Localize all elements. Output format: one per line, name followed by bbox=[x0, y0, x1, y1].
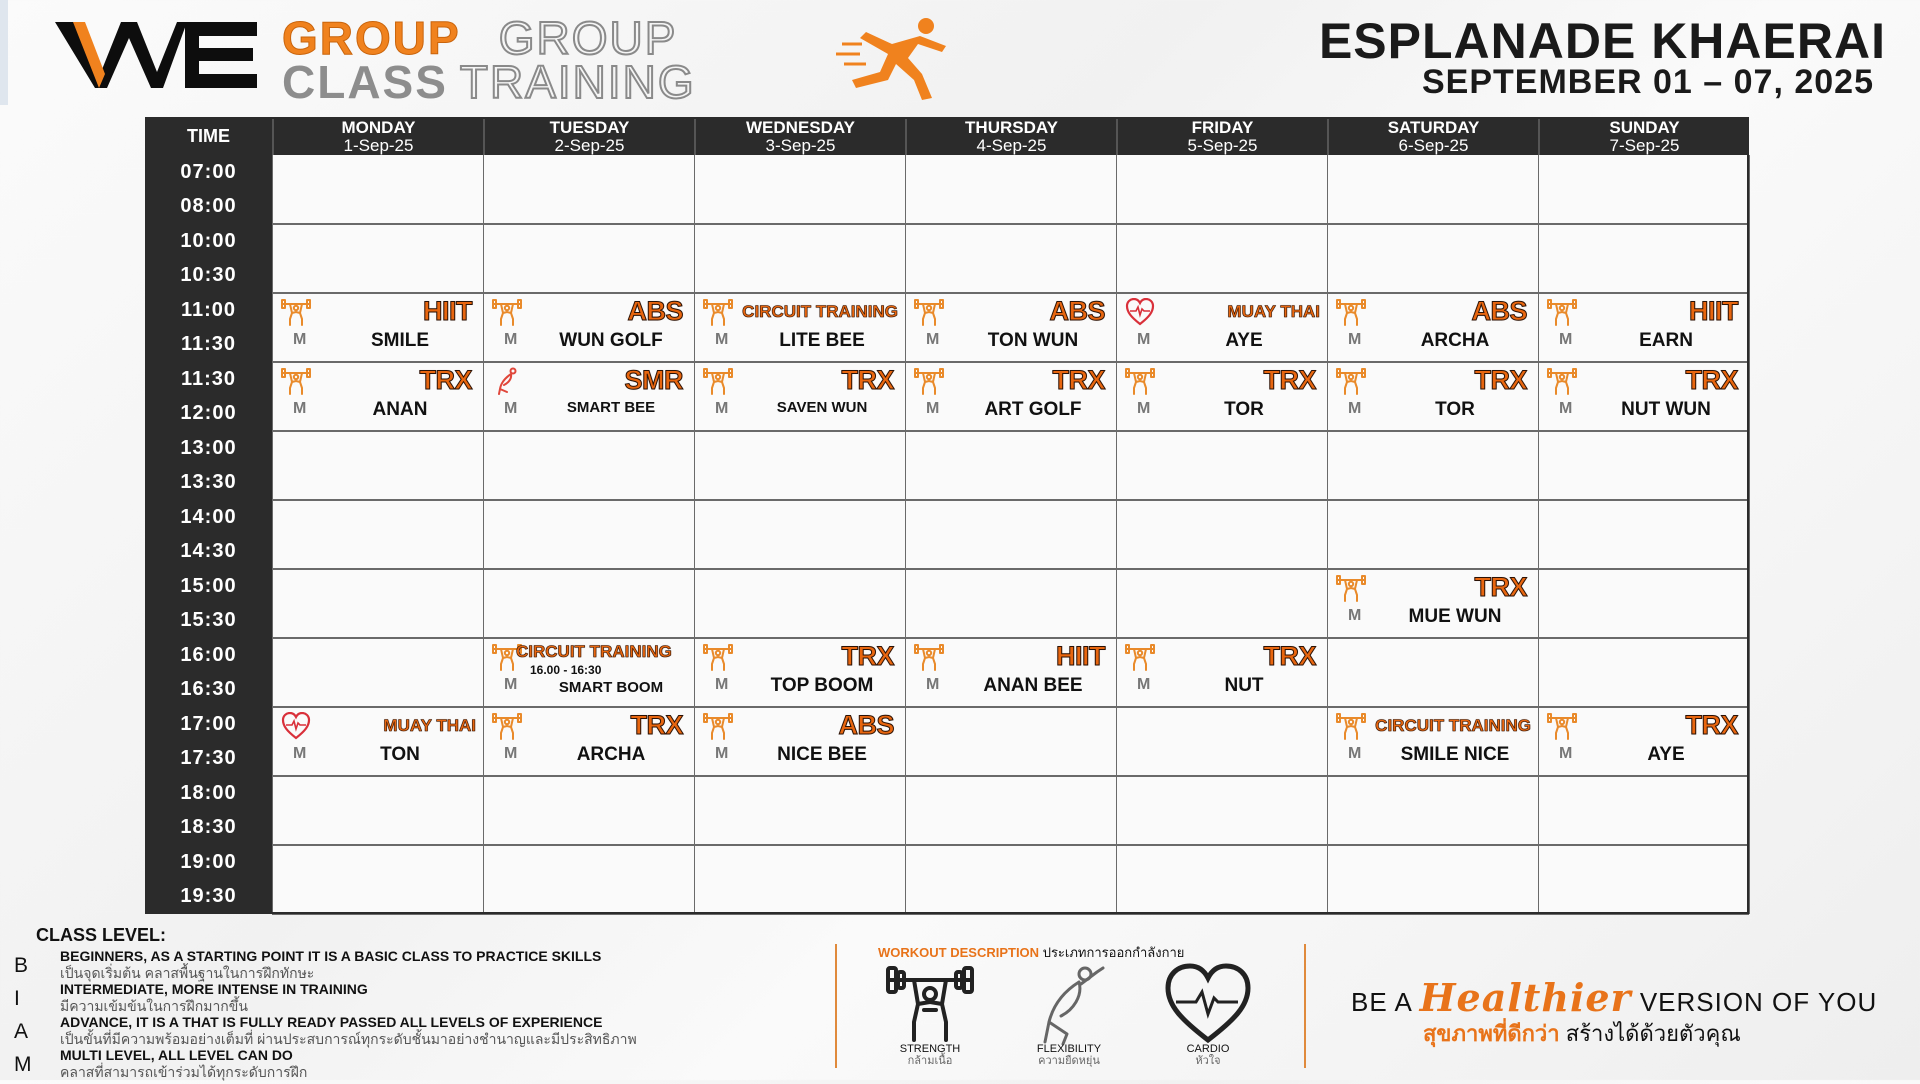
class-name: TRX bbox=[1474, 365, 1527, 395]
row-divider bbox=[272, 913, 1749, 915]
day-date: 6-Sep-25 bbox=[1398, 136, 1469, 155]
column-divider bbox=[1749, 155, 1750, 914]
class-name: TRX bbox=[1052, 365, 1105, 395]
workout-description-en: WORKOUT DESCRIPTION bbox=[878, 945, 1040, 960]
time-label: 17:00 bbox=[180, 712, 237, 735]
trainer-name: TON WUN bbox=[987, 330, 1079, 351]
class-name: ABS bbox=[627, 296, 683, 326]
class-level: M bbox=[1348, 745, 1362, 762]
row-divider bbox=[272, 844, 1749, 846]
day-date: 3-Sep-25 bbox=[765, 136, 836, 155]
time-label: 19:00 bbox=[180, 850, 237, 873]
class-name: TRX bbox=[1474, 572, 1527, 602]
workout-description-title bbox=[878, 942, 1184, 963]
cardio-label: CARDIO หัวใจ bbox=[1186, 1043, 1230, 1067]
time-label: 12:00 bbox=[180, 402, 237, 424]
class-level: M bbox=[1137, 400, 1151, 417]
strength-icon bbox=[703, 712, 733, 740]
time-label: 10:30 bbox=[180, 264, 237, 286]
trainer-name: ART GOLF bbox=[984, 399, 1082, 420]
time-label: 16:30 bbox=[180, 678, 237, 700]
trainer-name: TOR bbox=[1224, 399, 1264, 420]
strength-icon bbox=[1547, 367, 1577, 395]
class-cell bbox=[906, 294, 1115, 361]
column-divider bbox=[272, 155, 273, 914]
class-cell bbox=[695, 639, 904, 706]
class-cell bbox=[1539, 363, 1748, 430]
footer-divider bbox=[835, 944, 837, 1068]
day-header bbox=[1327, 117, 1538, 155]
time-label: 10:00 bbox=[180, 229, 237, 252]
title-group-orange: GROUP bbox=[282, 12, 461, 64]
slogan-thai bbox=[1423, 1016, 1741, 1051]
column-divider bbox=[694, 155, 695, 914]
class-cell bbox=[1328, 570, 1537, 637]
strength-icon bbox=[492, 712, 522, 740]
class-cell bbox=[695, 708, 904, 775]
strength-icon bbox=[1336, 712, 1366, 740]
level-letter: I bbox=[14, 987, 20, 1010]
time-label: 11:30 bbox=[180, 333, 237, 355]
class-level: M bbox=[715, 400, 729, 417]
level-description-thai: เป็นขั้นที่มีความพร้อมอย่างเต็มที่ ผ่านประสบการณ์ทุกระดับชั้นมาอย่างชำนาญและมีประสิทธิภาพ bbox=[60, 1031, 637, 1047]
class-cell bbox=[1117, 294, 1326, 361]
slogan-post: VERSION OF YOU bbox=[1639, 987, 1878, 1017]
strength-icon bbox=[281, 298, 311, 326]
class-cell bbox=[906, 639, 1115, 706]
class-level: M bbox=[1137, 331, 1151, 348]
time-label: 11:30 bbox=[180, 367, 237, 390]
strength-icon bbox=[1336, 298, 1366, 326]
slogan-pre: BE A bbox=[1351, 987, 1412, 1017]
trainer-name: AYE bbox=[1225, 330, 1263, 351]
day-name: TUESDAY bbox=[549, 118, 630, 137]
class-level: M bbox=[1348, 400, 1362, 417]
slogan-thai-b: สร้างได้ด้วยตัวคุณ bbox=[1565, 1021, 1741, 1046]
trainer-name: ANAN BEE bbox=[983, 675, 1083, 696]
class-name: SMR bbox=[624, 365, 683, 395]
strength-icon bbox=[1336, 574, 1366, 602]
column-divider bbox=[1538, 155, 1539, 914]
time-label: 18:00 bbox=[180, 781, 237, 804]
trainer-name: AYE bbox=[1647, 744, 1685, 765]
slogan-script: Healthier bbox=[1419, 975, 1632, 1020]
time-label: 07:00 bbox=[180, 160, 237, 183]
column-divider bbox=[1116, 155, 1117, 914]
class-level-title: CLASS LEVEL: bbox=[36, 925, 167, 945]
class-name: ABS bbox=[1471, 296, 1527, 326]
level-description: BEGINNERS, AS A STARTING POINT IT IS A BASIC CLASS TO PRACTICE SKILLS bbox=[60, 948, 602, 964]
title-group-outline: GROUP bbox=[498, 12, 678, 64]
row-divider bbox=[272, 775, 1749, 777]
strength-icon bbox=[1547, 712, 1577, 740]
trainer-name: EARN bbox=[1639, 330, 1693, 351]
class-level: M bbox=[293, 400, 307, 417]
day-header bbox=[1116, 117, 1327, 155]
level-description: INTERMEDIATE, MORE INTENSE IN TRAINING bbox=[60, 981, 368, 997]
time-label: 15:00 bbox=[180, 574, 237, 597]
strength-icon bbox=[281, 367, 311, 395]
time-header: TIME bbox=[145, 117, 272, 155]
class-cell bbox=[273, 708, 482, 775]
class-cell bbox=[1117, 363, 1326, 430]
class-name: CIRCUIT TRAINING bbox=[742, 302, 898, 321]
cardio-icon bbox=[281, 712, 311, 740]
class-level: M bbox=[504, 400, 518, 417]
class-time-note: 16.00 - 16:30 bbox=[530, 663, 602, 677]
class-level: M bbox=[715, 745, 729, 762]
trainer-name: TOP BOOM bbox=[770, 675, 874, 696]
trainer-name: SMART BEE bbox=[566, 399, 656, 416]
class-name: TRX bbox=[1263, 641, 1316, 671]
class-level: M bbox=[715, 676, 729, 693]
day-date: 2-Sep-25 bbox=[554, 136, 625, 155]
class-level: M bbox=[1137, 676, 1151, 693]
day-header bbox=[272, 117, 483, 155]
row-divider bbox=[272, 430, 1749, 432]
trainer-name: TOR bbox=[1435, 399, 1475, 420]
class-level: M bbox=[293, 745, 307, 762]
day-name: MONDAY bbox=[341, 118, 416, 137]
level-letter: A bbox=[14, 1020, 29, 1043]
trainer-name: NUT bbox=[1224, 675, 1264, 696]
level-letter: B bbox=[14, 954, 29, 977]
cardio-icon bbox=[1125, 298, 1155, 326]
time-label: 18:30 bbox=[180, 816, 237, 838]
time-label: 14:30 bbox=[180, 540, 237, 562]
column-divider bbox=[905, 155, 906, 914]
day-name: FRIDAY bbox=[1191, 118, 1254, 137]
day-date: 7-Sep-25 bbox=[1609, 136, 1680, 155]
day-name: WEDNESDAY bbox=[746, 118, 855, 137]
day-header bbox=[1538, 117, 1749, 155]
class-name: ABS bbox=[838, 710, 894, 740]
class-name: TRX bbox=[841, 641, 894, 671]
class-name: CIRCUIT TRAINING bbox=[516, 642, 672, 661]
strength-icon bbox=[914, 367, 944, 395]
strength-icon bbox=[1125, 367, 1155, 395]
class-cell bbox=[484, 708, 693, 775]
row-divider bbox=[272, 223, 1749, 225]
class-name: HIIT bbox=[1056, 641, 1105, 671]
class-level: M bbox=[504, 745, 518, 762]
title-class: CLASS bbox=[282, 56, 448, 108]
slogan bbox=[1351, 975, 1877, 1020]
class-name: ABS bbox=[1049, 296, 1105, 326]
strength-icon bbox=[914, 298, 944, 326]
slogan-thai-a: สุขภาพที่ดีกว่า bbox=[1423, 1021, 1560, 1046]
class-name: TRX bbox=[419, 365, 472, 395]
class-level: M bbox=[926, 331, 940, 348]
day-name: THURSDAY bbox=[965, 118, 1058, 137]
strength-icon bbox=[703, 367, 733, 395]
class-cell bbox=[273, 294, 482, 361]
strength-icon bbox=[914, 643, 944, 671]
level-description-thai: มีความเข้มข้นในการฝึกมากขึ้น bbox=[60, 998, 248, 1014]
trainer-name: LITE BEE bbox=[779, 330, 865, 351]
class-name: TRX bbox=[1685, 365, 1738, 395]
time-label: 17:30 bbox=[180, 747, 237, 769]
class-level: M bbox=[715, 331, 729, 348]
class-level: M bbox=[504, 676, 518, 693]
flexibility-icon bbox=[1023, 962, 1115, 1046]
class-level: M bbox=[293, 331, 307, 348]
class-cell bbox=[1328, 294, 1537, 361]
time-label: 14:00 bbox=[180, 505, 237, 528]
strength-label: STRENGTH กล้ามเนื้อ bbox=[899, 1043, 961, 1067]
left-edge-strip bbox=[0, 0, 8, 105]
column-divider bbox=[1327, 155, 1328, 914]
class-name: TRX bbox=[841, 365, 894, 395]
class-level: M bbox=[1348, 331, 1362, 348]
class-name: TRX bbox=[1263, 365, 1316, 395]
class-level: M bbox=[504, 331, 518, 348]
footer-divider bbox=[1304, 944, 1306, 1068]
class-cell bbox=[273, 363, 482, 430]
class-level: M bbox=[1559, 400, 1573, 417]
class-cell bbox=[1539, 708, 1748, 775]
class-name: CIRCUIT TRAINING bbox=[1375, 716, 1531, 735]
day-date: 4-Sep-25 bbox=[976, 136, 1047, 155]
time-label: 08:00 bbox=[180, 195, 237, 217]
trainer-name: NUT WUN bbox=[1621, 399, 1711, 420]
trainer-name: ARCHA bbox=[1420, 330, 1490, 351]
trainer-name: ARCHA bbox=[576, 744, 646, 765]
day-date: 1-Sep-25 bbox=[343, 136, 414, 155]
time-label: 13:30 bbox=[180, 471, 237, 493]
level-description-thai: เป็นจุดเริ่มต้น คลาสพื้นฐานในการฝึกทักษะ bbox=[60, 965, 315, 981]
day-name: SATURDAY bbox=[1387, 118, 1480, 137]
trainer-name: SMILE NICE bbox=[1400, 744, 1510, 765]
time-label: 19:30 bbox=[180, 885, 237, 907]
class-level: M bbox=[1559, 745, 1573, 762]
time-label: 15:30 bbox=[180, 609, 237, 631]
class-cell bbox=[484, 639, 693, 706]
level-description: ADVANCE, IT IS A THAT IS FULLY READY PASSED ALL LEVELS OF EXPERIENCE bbox=[60, 1014, 603, 1030]
class-cell bbox=[484, 294, 693, 361]
row-divider bbox=[272, 499, 1749, 501]
trainer-name: SAVEN WUN bbox=[776, 399, 868, 416]
class-name: MUAY THAI bbox=[1227, 302, 1320, 321]
level-description: MULTI LEVEL, ALL LEVEL CAN DO bbox=[60, 1047, 293, 1063]
class-cell bbox=[1539, 294, 1748, 361]
cardio-icon bbox=[1162, 962, 1254, 1046]
class-name: TRX bbox=[630, 710, 683, 740]
trainer-name: SMART BOOM bbox=[558, 679, 664, 696]
level-letter: M bbox=[14, 1053, 32, 1076]
trainer-name: TON bbox=[380, 744, 420, 765]
class-level: M bbox=[1348, 607, 1362, 624]
time-label: 16:00 bbox=[180, 643, 237, 666]
class-cell bbox=[1117, 639, 1326, 706]
class-name: TRX bbox=[1685, 710, 1738, 740]
trainer-name: WUN GOLF bbox=[559, 330, 663, 351]
time-label: 11:00 bbox=[180, 298, 237, 321]
class-name: MUAY THAI bbox=[383, 716, 476, 735]
class-level: M bbox=[926, 400, 940, 417]
trainer-name: ANAN bbox=[372, 399, 428, 420]
day-date: 5-Sep-25 bbox=[1187, 136, 1258, 155]
column-divider bbox=[483, 155, 484, 914]
class-cell bbox=[484, 363, 693, 430]
schedule-date-range: SEPTEMBER 01 – 07, 2025 bbox=[1421, 63, 1874, 101]
strength-icon bbox=[884, 962, 976, 1046]
branch-name: ESPLANADE KHAERAI bbox=[1318, 13, 1886, 69]
class-cell bbox=[695, 363, 904, 430]
title-training: TRAINING bbox=[459, 56, 696, 108]
strength-icon bbox=[703, 298, 733, 326]
schedule-grid bbox=[272, 155, 1749, 914]
class-cell bbox=[1328, 363, 1537, 430]
strength-icon bbox=[703, 643, 733, 671]
class-name: HIIT bbox=[1689, 296, 1738, 326]
trainer-name: SMILE bbox=[370, 330, 430, 351]
flexibility-icon bbox=[492, 367, 522, 395]
strength-icon bbox=[492, 298, 522, 326]
day-header bbox=[905, 117, 1116, 155]
strength-icon bbox=[1336, 367, 1366, 395]
class-cell bbox=[695, 294, 904, 361]
strength-icon bbox=[1125, 643, 1155, 671]
trainer-name: NICE BEE bbox=[777, 744, 867, 765]
class-cell bbox=[1328, 708, 1537, 775]
class-name: HIIT bbox=[423, 296, 472, 326]
class-level: M bbox=[926, 676, 940, 693]
we-logo bbox=[55, 14, 260, 94]
day-name: SUNDAY bbox=[1609, 118, 1680, 137]
strength-icon bbox=[1547, 298, 1577, 326]
group-class-training-title bbox=[282, 12, 942, 108]
level-description-thai: คลาสที่สามารถเข้าร่วมได้ทุกระดับการฝึก bbox=[60, 1064, 308, 1080]
flexibility-label: FLEXIBILITY ความยืดหยุ่น bbox=[1036, 1043, 1102, 1067]
class-level: M bbox=[1559, 331, 1573, 348]
day-header bbox=[483, 117, 694, 155]
schedule-table bbox=[145, 117, 1749, 914]
day-header bbox=[694, 117, 905, 155]
runner-icon bbox=[822, 14, 952, 100]
trainer-name: MUE WUN bbox=[1408, 606, 1502, 627]
class-cell bbox=[906, 363, 1115, 430]
workout-description-th: ประเภทการออกกำลังกาย bbox=[1042, 945, 1185, 960]
time-label: 13:00 bbox=[180, 436, 237, 459]
